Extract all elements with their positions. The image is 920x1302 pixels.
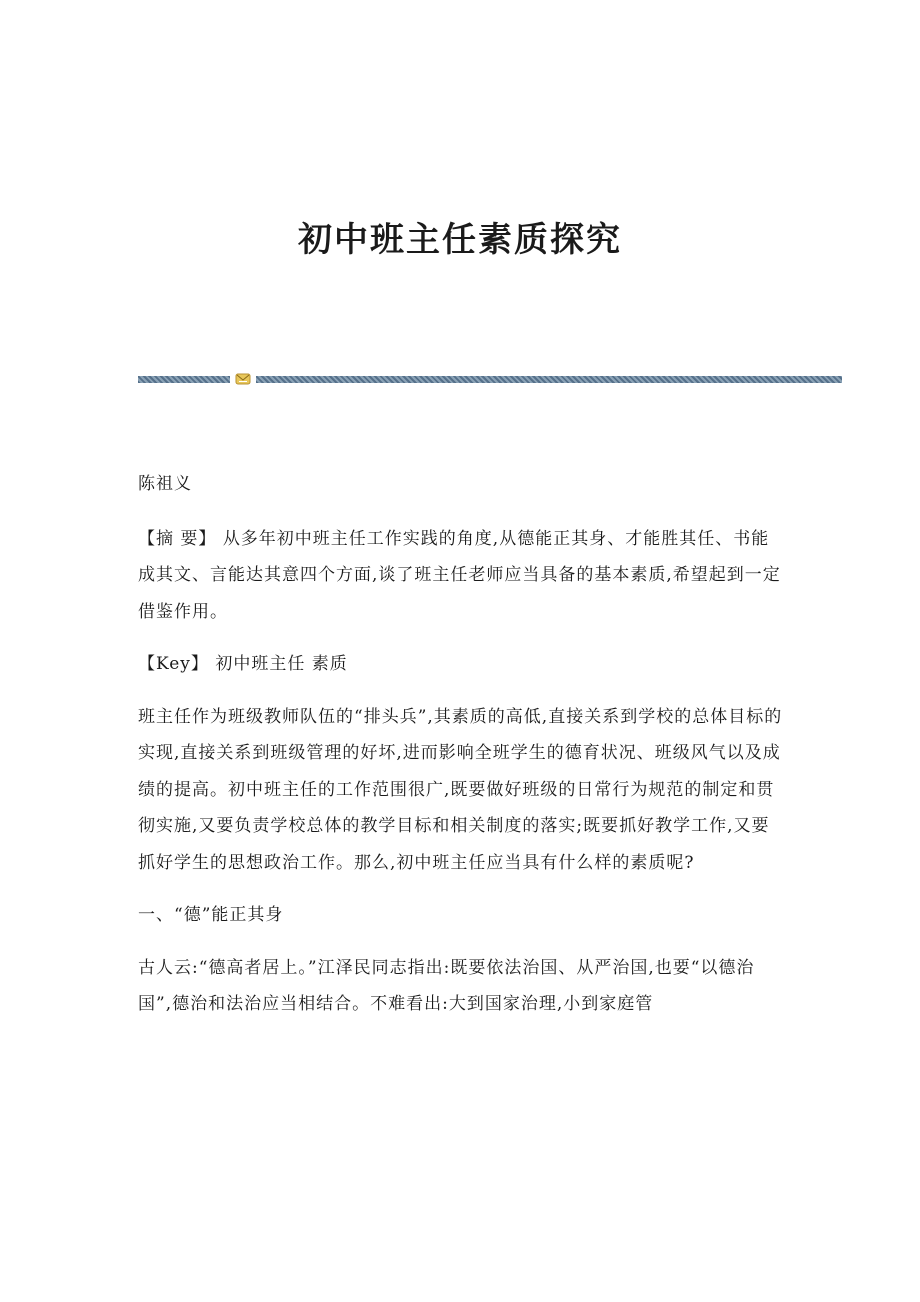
abstract-paragraph xyxy=(138,521,783,631)
title-divider xyxy=(138,372,842,386)
document-body xyxy=(138,466,783,1039)
document-title: 初中班主任素质探究 xyxy=(298,220,622,260)
abstract-text: 从多年初中班主任工作实践的角度,从德能正其身、才能胜其任、书能成其文、言能达其意四个方面,谈了班主任老师应当具备的基本素质,希望起到一定借鉴作用。 xyxy=(138,528,781,622)
author-name: 陈祖义 xyxy=(138,474,192,494)
divider-bar-left xyxy=(138,376,230,383)
divider-bar-right xyxy=(256,376,842,383)
keywords-paragraph xyxy=(138,646,783,683)
keywords-label: 【Key】 xyxy=(138,654,209,674)
keywords-text: 初中班主任 素质 xyxy=(215,654,348,674)
body-paragraph-1: 班主任作为班级教师队伍的“排头兵”,其素质的高低,直接关系到学校的总体目标的实现,直接关系到班级管理的好坏,进而影响全班学生的德育状况、班级风气以及成绩的提高。初中班主任的工作范围很广,既要做好班级的日常行为规范的制定和贯彻实施,又要负责学校总体的教学目标和相关制度的落实;既要抓好教学工作,又要抓好学生的思想政治工作。那么,初中班主任应当具有什么样的素质呢? xyxy=(138,706,783,873)
section-heading-1: 一、“德”能正其身 xyxy=(138,905,284,925)
body-paragraph-2: 古人云:“德高者居上。”江泽民同志指出:既要依法治国、从严治国,也要“以德治国”,德治和法治应当相结合。不难看出:大到国家治理,小到家庭管 xyxy=(138,957,755,1014)
abstract-label: 【摘 要】 xyxy=(138,528,217,549)
ornament-icon xyxy=(235,372,251,386)
